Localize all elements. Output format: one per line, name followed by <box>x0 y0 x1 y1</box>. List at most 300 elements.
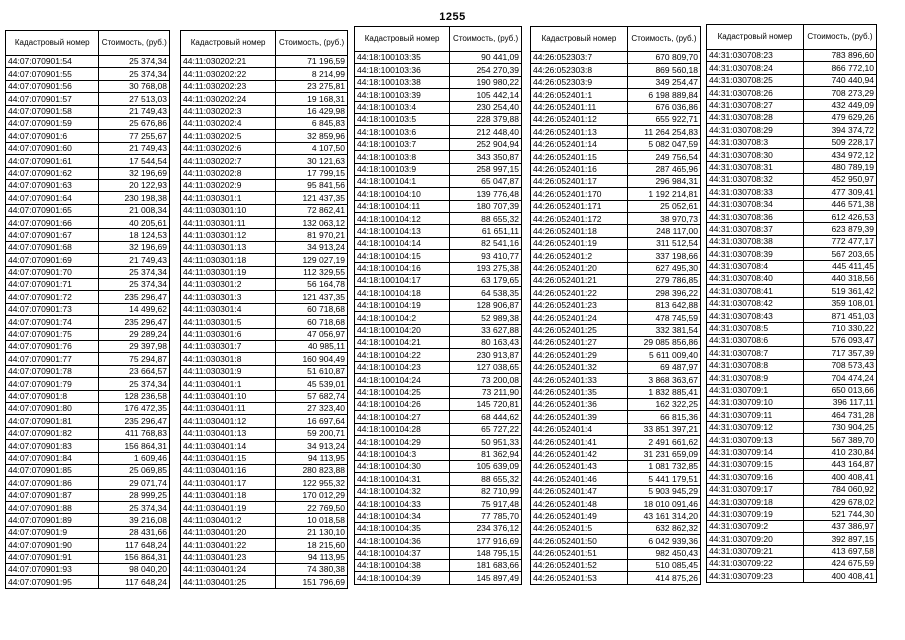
table-row <box>6 514 170 526</box>
cadastral-number-cell: 44:07:070901:70 <box>6 266 99 278</box>
table-row <box>6 229 170 241</box>
table-row <box>181 93 348 105</box>
table-row <box>181 56 348 68</box>
cost-cell: 61 651,11 <box>450 225 522 237</box>
table-row <box>707 570 877 582</box>
table-row <box>531 126 701 138</box>
cost-cell: 160 904,49 <box>276 353 348 365</box>
cost-cell: 56 164,78 <box>276 279 348 291</box>
table-row <box>6 303 170 315</box>
table-row <box>707 99 877 111</box>
cost-cell: 248 117,00 <box>627 225 700 237</box>
cost-cell: 279 786,85 <box>627 275 700 287</box>
table-row <box>355 64 522 76</box>
table-row <box>707 359 877 371</box>
table-row <box>181 464 348 476</box>
cost-cell: 16 697,64 <box>276 415 348 427</box>
cost-cell: 464 731,28 <box>803 409 876 421</box>
cost-cell: 34 913,24 <box>276 241 348 253</box>
header-cost: Стоимость, (руб.) <box>803 25 876 50</box>
cadastral-number-cell: 44:11:030401:2 <box>181 514 276 526</box>
cadastral-number-cell: 44:18:100103:6 <box>355 126 450 138</box>
cadastral-number-cell: 44:07:070901:60 <box>6 142 99 154</box>
table-row <box>181 402 348 414</box>
table-row <box>181 80 348 92</box>
cost-cell: 394 374,72 <box>803 124 876 136</box>
table-row <box>707 111 877 123</box>
cadastral-number-cell: 44:11:030202:3 <box>181 105 276 117</box>
cadastral-number-cell: 44:07:070901:82 <box>6 427 99 439</box>
table-row <box>6 390 170 402</box>
cadastral-number-cell: 44:18:100104:26 <box>355 398 450 410</box>
cost-cell: 228 379,88 <box>450 113 522 125</box>
cadastral-number-cell: 44:07:070901:84 <box>6 452 99 464</box>
cadastral-number-cell: 44:18:100104:21 <box>355 336 450 348</box>
cost-cell: 40 205,61 <box>99 217 170 229</box>
table-row <box>707 322 877 334</box>
table-row <box>355 374 522 386</box>
cadastral-number-cell: 44:31:030709:10 <box>707 396 804 408</box>
cost-cell: 128 906,87 <box>450 299 522 311</box>
cost-cell: 105 442,14 <box>450 89 522 101</box>
cost-cell: 193 275,38 <box>450 262 522 274</box>
cadastral-number-cell: 44:31:030708:30 <box>707 149 804 161</box>
table-row <box>355 225 522 237</box>
cadastral-number-cell: 44:26:052303:9 <box>531 76 628 88</box>
cost-cell: 730 904,25 <box>803 421 876 433</box>
cadastral-number-cell: 44:31:030708:33 <box>707 186 804 198</box>
table-row <box>707 198 877 210</box>
cadastral-number-cell: 44:07:070901:59 <box>6 117 99 129</box>
cost-cell: 311 512,54 <box>627 237 700 249</box>
cost-cell: 50 951,33 <box>450 436 522 448</box>
table-row <box>707 520 877 532</box>
cadastral-number-cell: 44:18:100104:32 <box>355 485 450 497</box>
header-cadastral-number: Кадастровый номер <box>181 31 276 56</box>
cost-cell: 47 056,97 <box>276 328 348 340</box>
table-row <box>181 167 348 179</box>
cost-cell: 480 789,19 <box>803 161 876 173</box>
cadastral-number-cell: 44:31:030709:17 <box>707 483 804 495</box>
cadastral-number-cell: 44:31:030708:32 <box>707 173 804 185</box>
cost-cell: 413 697,58 <box>803 545 876 557</box>
cost-cell: 127 038,65 <box>450 361 522 373</box>
header-cost: Стоимость, (руб.) <box>627 27 700 52</box>
table-row <box>355 151 522 163</box>
cadastral-number-cell: 44:18:100103:5 <box>355 113 450 125</box>
table-row <box>181 179 348 191</box>
cost-cell: 258 997,15 <box>450 163 522 175</box>
cadastral-number-cell: 44:18:100104:25 <box>355 386 450 398</box>
cadastral-number-cell: 44:26:052401:46 <box>531 473 628 485</box>
cadastral-number-cell: 44:11:030301:9 <box>181 365 276 377</box>
cadastral-number-cell: 44:18:100104:33 <box>355 498 450 510</box>
cadastral-number-cell: 44:18:100104:35 <box>355 522 450 534</box>
cadastral-number-cell: 44:18:100103:4 <box>355 101 450 113</box>
table-row <box>707 434 877 446</box>
cost-cell: 349 254,47 <box>627 76 700 88</box>
cost-cell: 298 396,22 <box>627 287 700 299</box>
cost-cell: 145 897,49 <box>450 572 522 584</box>
cadastral-number-cell: 44:07:070901:63 <box>6 179 99 191</box>
cost-cell: 151 796,69 <box>276 576 348 588</box>
cost-cell: 34 913,24 <box>276 440 348 452</box>
table-row <box>6 291 170 303</box>
table-row <box>6 130 170 142</box>
table-row <box>181 142 348 154</box>
table-row <box>6 340 170 352</box>
table-row <box>355 498 522 510</box>
cost-cell: 93 410,77 <box>450 250 522 262</box>
cadastral-number-cell: 44:11:030301:8 <box>181 353 276 365</box>
cadastral-number-cell: 44:11:030401:25 <box>181 576 276 588</box>
cost-cell: 145 720,81 <box>450 398 522 410</box>
cost-cell: 477 309,41 <box>803 186 876 198</box>
cost-cell: 772 477,17 <box>803 235 876 247</box>
cost-cell: 337 198,66 <box>627 250 700 262</box>
cost-cell: 66 815,36 <box>627 411 700 423</box>
cost-cell: 71 196,59 <box>276 56 348 68</box>
cost-cell: 28 999,25 <box>99 489 170 501</box>
cadastral-number-cell: 44:26:052401:22 <box>531 287 628 299</box>
cost-cell: 105 639,09 <box>450 460 522 472</box>
cadastral-number-cell: 44:07:070901:61 <box>6 155 99 167</box>
table-row <box>531 101 701 113</box>
table-row <box>355 126 522 138</box>
cost-cell: 287 465,96 <box>627 163 700 175</box>
cost-cell: 424 675,59 <box>803 558 876 570</box>
table-row <box>707 124 877 136</box>
cost-cell: 132 063,12 <box>276 217 348 229</box>
cost-cell: 254 270,39 <box>450 64 522 76</box>
cost-cell: 567 389,70 <box>803 434 876 446</box>
cost-cell: 19 168,31 <box>276 93 348 105</box>
cost-cell: 784 060,92 <box>803 483 876 495</box>
cadastral-number-cell: 44:11:030301:2 <box>181 279 276 291</box>
cadastral-number-cell: 44:26:052401:25 <box>531 324 628 336</box>
table-row <box>707 186 877 198</box>
cost-cell: 708 573,43 <box>803 359 876 371</box>
table-row <box>531 324 701 336</box>
cost-cell: 65 727,22 <box>450 423 522 435</box>
table-row <box>6 415 170 427</box>
table-row <box>355 113 522 125</box>
cost-cell: 871 451,03 <box>803 310 876 322</box>
cadastral-number-cell: 44:18:100104:2 <box>355 312 450 324</box>
cadastral-number-cell: 44:07:070901:8 <box>6 390 99 402</box>
cadastral-number-cell: 44:26:052401:5 <box>531 522 628 534</box>
table-row <box>531 113 701 125</box>
cadastral-number-cell: 44:18:100104:12 <box>355 213 450 225</box>
cadastral-number-cell: 44:31:030709:13 <box>707 434 804 446</box>
cost-cell: 94 113,95 <box>276 551 348 563</box>
cost-cell: 11 264 254,83 <box>627 126 700 138</box>
cost-cell: 869 560,18 <box>627 64 700 76</box>
table-row <box>6 117 170 129</box>
table-row <box>181 340 348 352</box>
table-row <box>531 374 701 386</box>
table-row <box>6 353 170 365</box>
cost-cell: 28 431,66 <box>99 526 170 538</box>
table-row <box>355 175 522 187</box>
table-row <box>355 398 522 410</box>
table-row <box>6 427 170 439</box>
cadastral-number-cell: 44:26:052401:49 <box>531 510 628 522</box>
cadastral-number-cell: 44:11:030401:19 <box>181 502 276 514</box>
table-row <box>181 291 348 303</box>
cadastral-number-cell: 44:07:070901:72 <box>6 291 99 303</box>
cost-cell: 45 539,01 <box>276 378 348 390</box>
cadastral-number-cell: 44:26:052401:15 <box>531 151 628 163</box>
cost-cell: 443 164,87 <box>803 458 876 470</box>
cadastral-number-cell: 44:31:030708:8 <box>707 359 804 371</box>
cost-cell: 230 198,38 <box>99 192 170 204</box>
cost-cell: 414 875,26 <box>627 572 700 584</box>
cadastral-table-5 <box>706 24 877 583</box>
table-row <box>531 448 701 460</box>
cadastral-number-cell: 44:18:100104:34 <box>355 510 450 522</box>
cadastral-number-cell: 44:07:070901:54 <box>6 56 99 68</box>
table-row <box>707 310 877 322</box>
cadastral-number-cell: 44:11:030301:10 <box>181 204 276 216</box>
cadastral-number-cell: 44:07:070901:83 <box>6 440 99 452</box>
cost-cell: 27 513,03 <box>99 93 170 105</box>
cadastral-number-cell: 44:26:052401:27 <box>531 336 628 348</box>
cost-cell: 623 879,39 <box>803 223 876 235</box>
cadastral-number-cell: 44:18:100104:30 <box>355 460 450 472</box>
cadastral-number-cell: 44:26:052401:53 <box>531 572 628 584</box>
table-row <box>707 558 877 570</box>
cost-cell: 21 749,43 <box>99 142 170 154</box>
cost-cell: 411 768,83 <box>99 427 170 439</box>
header-cadastral-number: Кадастровый номер <box>355 27 450 52</box>
cadastral-number-cell: 44:11:030401:20 <box>181 526 276 538</box>
header-cadastral-number: Кадастровый номер <box>707 25 804 50</box>
cost-cell: 429 678,02 <box>803 496 876 508</box>
cost-cell: 21 130,10 <box>276 526 348 538</box>
cadastral-number-cell: 44:26:052401:41 <box>531 436 628 448</box>
table-row <box>181 452 348 464</box>
cost-cell: 982 450,43 <box>627 547 700 559</box>
cadastral-number-cell: 44:07:070901:65 <box>6 204 99 216</box>
cadastral-number-cell: 44:11:030202:6 <box>181 142 276 154</box>
table-row <box>707 396 877 408</box>
table-row <box>707 136 877 148</box>
cadastral-number-cell: 44:26:052401:11 <box>531 101 628 113</box>
table-header-row <box>707 25 877 50</box>
cadastral-number-cell: 44:26:052303:8 <box>531 64 628 76</box>
table-row <box>531 312 701 324</box>
cost-cell: 25 374,34 <box>99 56 170 68</box>
table-row <box>707 496 877 508</box>
cost-cell: 16 429,98 <box>276 105 348 117</box>
cadastral-number-cell: 44:07:070901:79 <box>6 378 99 390</box>
table-row <box>707 409 877 421</box>
table-row <box>355 460 522 472</box>
cost-cell: 18 010 091,46 <box>627 498 700 510</box>
table-row <box>707 50 877 62</box>
table-row <box>531 572 701 584</box>
table-row <box>6 464 170 476</box>
cadastral-number-cell: 44:07:070901:71 <box>6 279 99 291</box>
table-row <box>181 514 348 526</box>
cost-cell: 128 236,58 <box>99 390 170 402</box>
cadastral-number-cell: 44:31:030708:29 <box>707 124 804 136</box>
cadastral-number-cell: 44:07:070901:67 <box>6 229 99 241</box>
cost-cell: 813 642,88 <box>627 299 700 311</box>
cadastral-number-cell: 44:31:030709:20 <box>707 533 804 545</box>
cost-cell: 8 214,99 <box>276 68 348 80</box>
cost-cell: 235 296,47 <box>99 415 170 427</box>
cost-cell: 17 544,54 <box>99 155 170 167</box>
table-row <box>531 225 701 237</box>
cost-cell: 249 756,54 <box>627 151 700 163</box>
cost-cell: 57 682,74 <box>276 390 348 402</box>
table-row <box>355 336 522 348</box>
cost-cell: 60 718,68 <box>276 303 348 315</box>
table-row <box>355 485 522 497</box>
table-row <box>707 173 877 185</box>
cost-cell: 3 868 363,67 <box>627 374 700 386</box>
cadastral-number-cell: 44:11:030202:9 <box>181 179 276 191</box>
table-row <box>181 130 348 142</box>
table-row <box>181 415 348 427</box>
cost-cell: 235 296,47 <box>99 291 170 303</box>
cost-cell: 446 571,38 <box>803 198 876 210</box>
table-row <box>707 248 877 260</box>
cadastral-number-cell: 44:07:070901:90 <box>6 539 99 551</box>
cost-cell: 81 970,21 <box>276 229 348 241</box>
cost-cell: 392 897,15 <box>803 533 876 545</box>
cost-cell: 121 437,35 <box>276 291 348 303</box>
cost-cell: 22 769,50 <box>276 502 348 514</box>
cost-cell: 5 441 179,51 <box>627 473 700 485</box>
cadastral-number-cell: 44:07:070901:76 <box>6 340 99 352</box>
table-row <box>181 526 348 538</box>
table-row <box>6 266 170 278</box>
cost-cell: 73 211,90 <box>450 386 522 398</box>
cost-cell: 82 541,16 <box>450 237 522 249</box>
cadastral-number-cell: 44:07:070901:91 <box>6 551 99 563</box>
cadastral-number-cell: 44:26:052401:4 <box>531 423 628 435</box>
table-row <box>181 440 348 452</box>
cost-cell: 29 289,24 <box>99 328 170 340</box>
cost-cell: 25 374,34 <box>99 378 170 390</box>
cadastral-number-cell: 44:26:052401:18 <box>531 225 628 237</box>
table-row <box>6 192 170 204</box>
table-row <box>181 502 348 514</box>
table-row <box>355 436 522 448</box>
cadastral-number-cell: 44:31:030709:12 <box>707 421 804 433</box>
cost-cell: 63 179,65 <box>450 275 522 287</box>
cost-cell: 23 275,81 <box>276 80 348 92</box>
header-cadastral-number: Кадастровый номер <box>6 31 99 56</box>
cost-cell: 25 374,34 <box>99 279 170 291</box>
cadastral-number-cell: 44:26:052401:29 <box>531 349 628 361</box>
cost-cell: 479 629,26 <box>803 111 876 123</box>
cadastral-number-cell: 44:11:030301:11 <box>181 217 276 229</box>
cost-cell: 33 627,88 <box>450 324 522 336</box>
cadastral-number-cell: 44:18:100104:39 <box>355 572 450 584</box>
table-row <box>707 223 877 235</box>
table-row <box>531 498 701 510</box>
cost-cell: 52 989,38 <box>450 312 522 324</box>
cost-cell: 129 027,19 <box>276 254 348 266</box>
cost-cell: 708 273,29 <box>803 87 876 99</box>
cost-cell: 400 408,41 <box>803 471 876 483</box>
cadastral-number-cell: 44:18:100103:7 <box>355 138 450 150</box>
cost-cell: 230 913,87 <box>450 349 522 361</box>
cost-cell: 2 491 661,62 <box>627 436 700 448</box>
table-row <box>707 421 877 433</box>
cadastral-number-cell: 44:07:070901:57 <box>6 93 99 105</box>
cadastral-number-cell: 44:31:030708:36 <box>707 211 804 223</box>
table-row <box>6 378 170 390</box>
table-row <box>6 489 170 501</box>
cadastral-number-cell: 44:11:030301:12 <box>181 229 276 241</box>
cadastral-number-cell: 44:07:070901:93 <box>6 564 99 576</box>
cost-cell: 740 440,94 <box>803 74 876 86</box>
cost-cell: 162 322,25 <box>627 398 700 410</box>
cost-cell: 519 361,42 <box>803 285 876 297</box>
cadastral-number-cell: 44:07:070901:68 <box>6 241 99 253</box>
cadastral-number-cell: 44:07:070901:58 <box>6 105 99 117</box>
cadastral-number-cell: 44:18:100104:29 <box>355 436 450 448</box>
table-row <box>531 423 701 435</box>
cost-cell: 139 776,48 <box>450 188 522 200</box>
table-row <box>6 204 170 216</box>
cadastral-number-cell: 44:18:100104:10 <box>355 188 450 200</box>
cadastral-number-cell: 44:18:100104:13 <box>355 225 450 237</box>
table-row <box>6 551 170 563</box>
cost-cell: 332 381,54 <box>627 324 700 336</box>
cadastral-table-1 <box>5 30 170 589</box>
cadastral-number-cell: 44:07:070901:89 <box>6 514 99 526</box>
cost-cell: 60 718,68 <box>276 316 348 328</box>
table-row <box>531 237 701 249</box>
cost-cell: 23 664,57 <box>99 365 170 377</box>
cadastral-table-4 <box>530 26 701 585</box>
cadastral-number-cell: 44:26:052401:50 <box>531 535 628 547</box>
cadastral-number-cell: 44:18:100104:36 <box>355 535 450 547</box>
cadastral-number-cell: 44:26:052401:24 <box>531 312 628 324</box>
cadastral-number-cell: 44:18:100103:8 <box>355 151 450 163</box>
cost-cell: 190 980,22 <box>450 76 522 88</box>
table-row <box>355 200 522 212</box>
table-row <box>531 436 701 448</box>
cadastral-number-cell: 44:07:070901:77 <box>6 353 99 365</box>
cost-cell: 234 376,12 <box>450 522 522 534</box>
cadastral-number-cell: 44:31:030708:7 <box>707 347 804 359</box>
table-row <box>181 427 348 439</box>
cost-cell: 212 448,40 <box>450 126 522 138</box>
table-row <box>355 510 522 522</box>
cadastral-number-cell: 44:07:070901:78 <box>6 365 99 377</box>
cadastral-number-cell: 44:26:052401:14 <box>531 138 628 150</box>
cadastral-number-cell: 44:26:052401:1 <box>531 89 628 101</box>
table-row <box>707 384 877 396</box>
cost-cell: 676 036,86 <box>627 101 700 113</box>
table-row <box>6 68 170 80</box>
table-row <box>355 572 522 584</box>
cost-cell: 6 845,83 <box>276 117 348 129</box>
cost-cell: 88 655,32 <box>450 213 522 225</box>
table-row <box>355 312 522 324</box>
table-row <box>531 398 701 410</box>
table-row <box>355 188 522 200</box>
cadastral-number-cell: 44:31:030708:26 <box>707 87 804 99</box>
table-row <box>355 76 522 88</box>
